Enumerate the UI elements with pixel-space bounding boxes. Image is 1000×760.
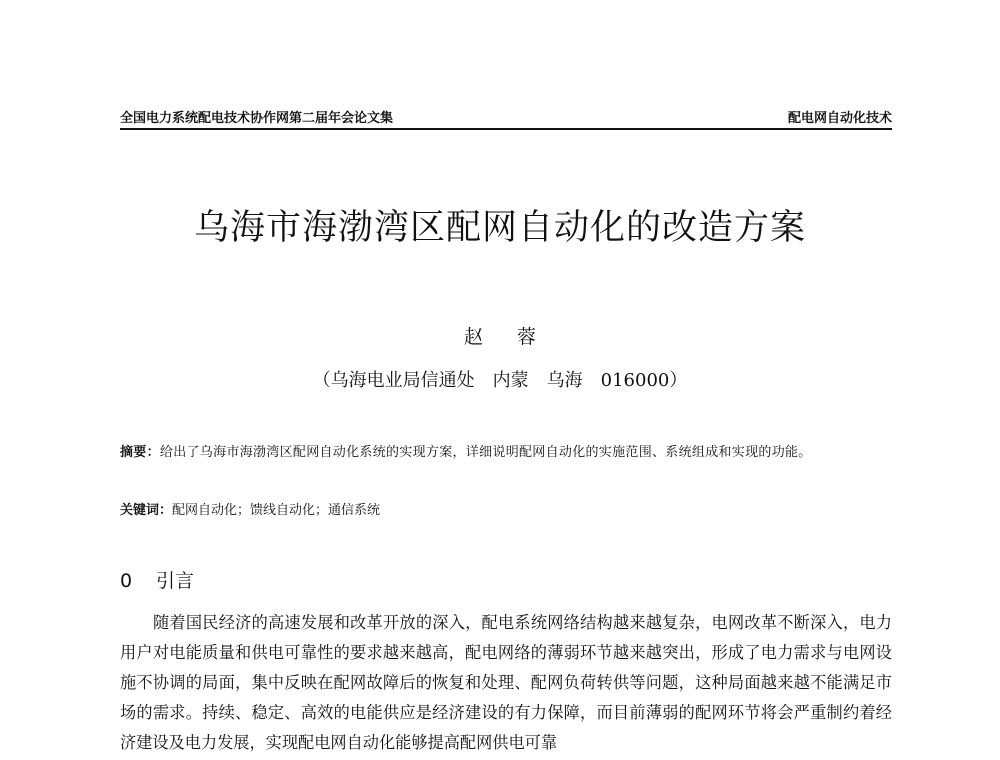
paper-title: 乌海市海渤湾区配网自动化的改造方案 [193, 208, 806, 248]
keywords [120, 500, 892, 522]
author-affiliation: （乌海电业局信通处 内蒙 乌海 016000） [312, 370, 688, 391]
section-heading [120, 566, 194, 593]
section-category: 配电网自动化技术 [787, 111, 892, 126]
keywords-label: 关键词： [120, 503, 173, 518]
abstract-label: 摘要： [120, 445, 160, 460]
proceedings-title: 全国电力系统配电技术协作网第二届年会论文集 [120, 111, 394, 126]
author-name: 赵 蓉 [463, 326, 551, 348]
section-number: 0 [120, 570, 133, 592]
abstract [120, 440, 892, 466]
keywords-text: 配网自动化；馈线自动化；通信系统 [172, 503, 381, 518]
running-header [120, 104, 892, 130]
section-title: 引言 [156, 570, 195, 592]
abstract-text: 给出了乌海市海渤湾区配网自动化系统的实现方案，详细说明配网自动化的实施范围、系统组成和实现的功能。 [159, 445, 812, 460]
body-paragraph: 随着国民经济的高速发展和改革开放的深入，配电系统网络结构越来越复杂，电网改革不断深入，电力用户对电能质量和供电可靠性的要求越来越高，配电网络的薄弱环节越来越突出，形成了电力需求与电网设施不协调的局面，集中反映在配网故障后的恢复和处理、配网负荷转供等问题，这种局面越来越不能满足市场的需求。持续、稳定、高效的电能供应是经济建设的有力保障，而目前薄弱的配网环节将会严重制约着经济建设及电力发展，实现配电网自动化能够提高配网供电可靠 [120, 613, 892, 752]
